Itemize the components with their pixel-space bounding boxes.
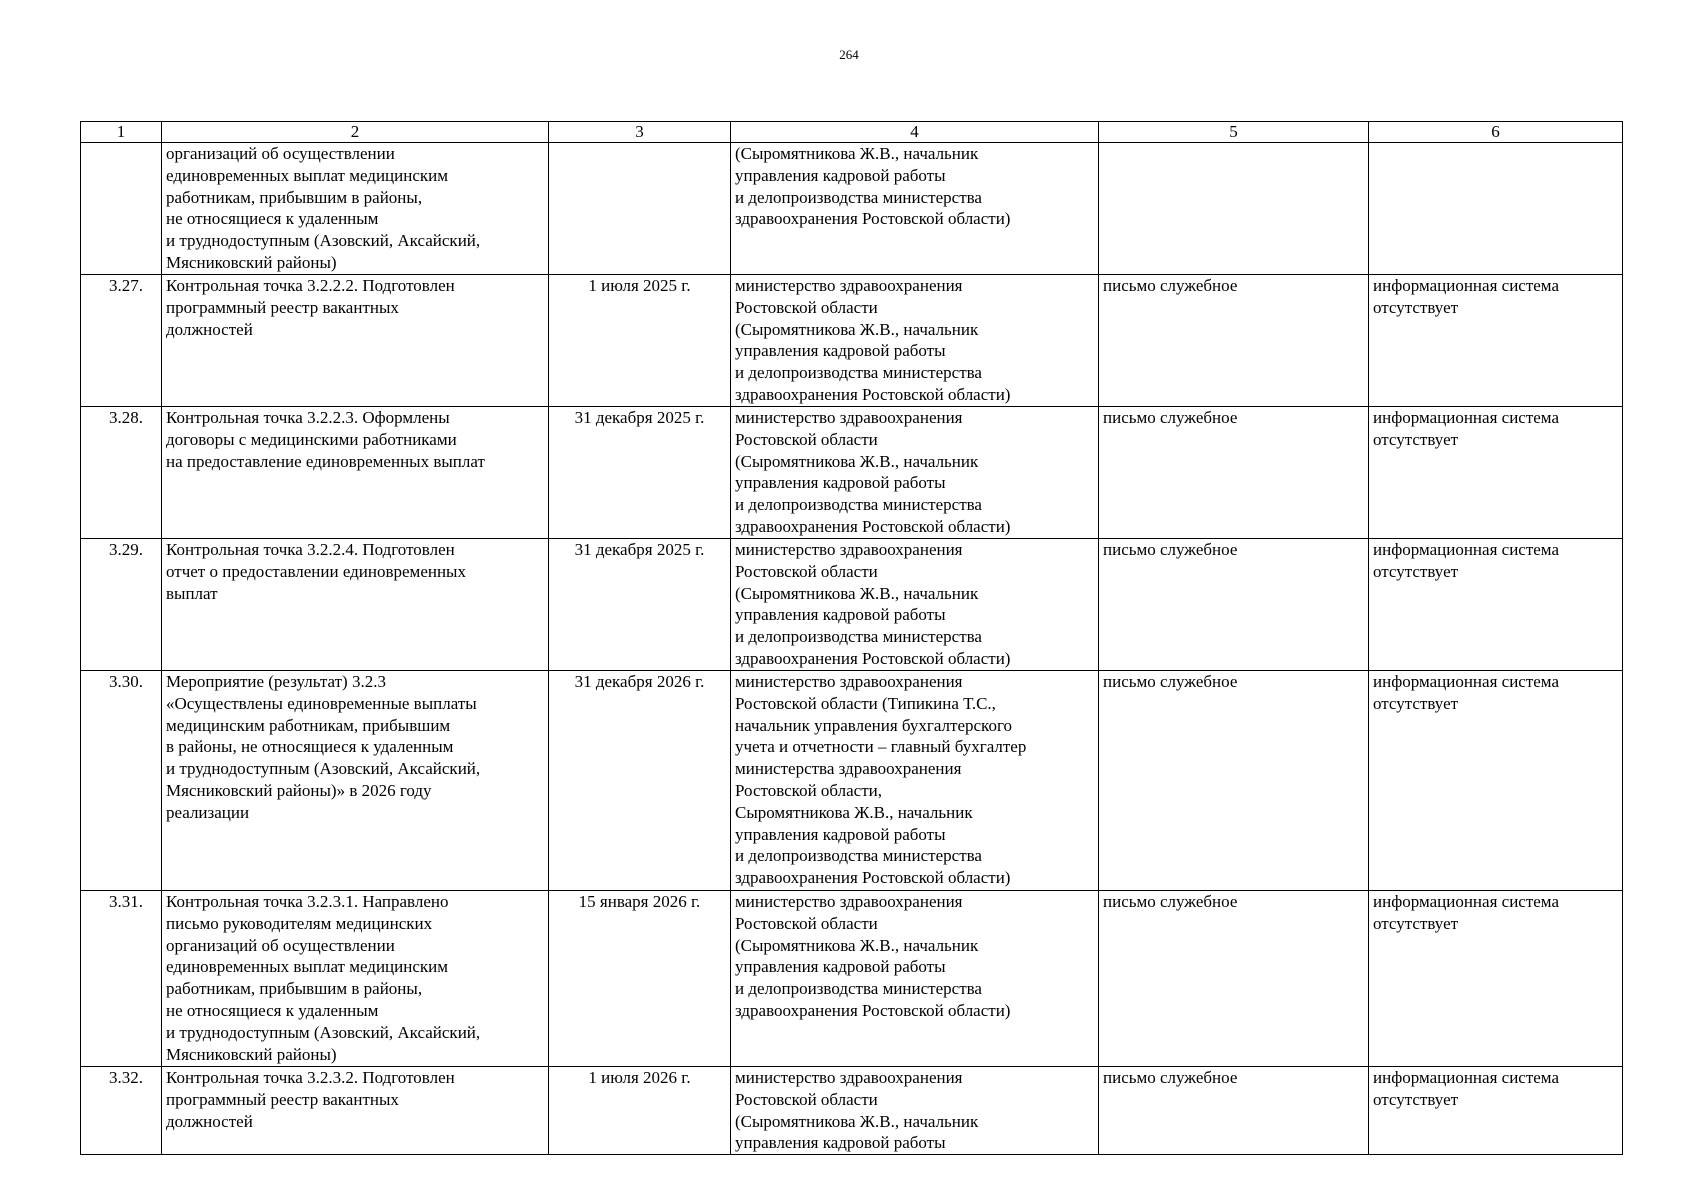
row-responsible: министерство здравоохранения Ростовской области (Сыромятникова Ж.В., начальник управления кадровой работы и делопроизводства министерства здравоохранения Ростовской области) xyxy=(731,407,1099,539)
row-document: письмо служебное xyxy=(1099,539,1369,671)
row-date: 1 июля 2025 г. xyxy=(549,275,731,407)
row-description: Мероприятие (результат) 3.2.3 «Осуществлены единовременные выплаты медицинским работникам, прибывшим в районы, не относящиеся к удаленным и труднодоступным (Азовский, Аксайский, Мясниковский районы)» в 2026 году реализации xyxy=(162,671,549,891)
row-date: 15 января 2026 г. xyxy=(549,891,731,1067)
row-responsible: министерство здравоохранения Ростовской области (Сыромятникова Ж.В., начальник управления кадровой работы и делопроизводства министерства здравоохранения Ростовской области) xyxy=(731,891,1099,1067)
row-description: Контрольная точка 3.2.2.3. Оформлены договоры с медицинскими работниками на предоставление единовременных выплат xyxy=(162,407,549,539)
table-row xyxy=(81,671,1623,891)
row-responsible: (Сыромятникова Ж.В., начальник управления кадровой работы и делопроизводства министерства здравоохранения Ростовской области) xyxy=(731,143,1099,275)
column-header-2: 2 xyxy=(162,122,549,143)
row-system: информационная система отсутствует xyxy=(1369,275,1623,407)
row-document xyxy=(1099,143,1369,275)
row-document: письмо служебное xyxy=(1099,1067,1369,1155)
row-description: Контрольная точка 3.2.3.2. Подготовлен программный реестр вакантных должностей xyxy=(162,1067,549,1155)
row-document: письмо служебное xyxy=(1099,671,1369,891)
row-date xyxy=(549,143,731,275)
row-responsible: министерство здравоохранения Ростовской области (Типикина Т.С., начальник управления бухгалтерского учета и отчетности – главный бухгалтер министерства здравоохранения Ростовской области, Сыромятникова Ж.В., начальник управления кадровой работы и делопроизводства министерства здравоохранения Ростовской области) xyxy=(731,671,1099,891)
table-row xyxy=(81,275,1623,407)
column-header-6: 6 xyxy=(1369,122,1623,143)
table-row xyxy=(81,143,1623,275)
row-number xyxy=(81,143,162,275)
row-number: 3.31. xyxy=(81,891,162,1067)
row-system: информационная система отсутствует xyxy=(1369,1067,1623,1155)
row-number: 3.32. xyxy=(81,1067,162,1155)
page-number: 264 xyxy=(839,47,859,62)
row-system: информационная система отсутствует xyxy=(1369,407,1623,539)
column-header-4: 4 xyxy=(731,122,1099,143)
table-header-row xyxy=(81,122,1623,143)
row-number: 3.28. xyxy=(81,407,162,539)
row-system: информационная система отсутствует xyxy=(1369,891,1623,1067)
row-responsible: министерство здравоохранения Ростовской области (Сыромятникова Ж.В., начальник управления кадровой работы и делопроизводства министерства здравоохранения Ростовской области) xyxy=(731,539,1099,671)
row-description: Контрольная точка 3.2.2.4. Подготовлен отчет о предоставлении единовременных выплат xyxy=(162,539,549,671)
row-date: 31 декабря 2026 г. xyxy=(549,671,731,891)
plan-table xyxy=(80,121,1623,1155)
row-document: письмо служебное xyxy=(1099,407,1369,539)
row-number: 3.29. xyxy=(81,539,162,671)
table-row xyxy=(81,407,1623,539)
row-document: письмо служебное xyxy=(1099,275,1369,407)
row-date: 31 декабря 2025 г. xyxy=(549,407,731,539)
row-date: 31 декабря 2025 г. xyxy=(549,539,731,671)
row-number: 3.30. xyxy=(81,671,162,891)
row-description: организаций об осуществлении единовременных выплат медицинским работникам, прибывшим в районы, не относящиеся к удаленным и труднодоступным (Азовский, Аксайский, Мясниковский районы) xyxy=(162,143,549,275)
column-header-1: 1 xyxy=(81,122,162,143)
table-row xyxy=(81,539,1623,671)
row-document: письмо служебное xyxy=(1099,891,1369,1067)
row-system: информационная система отсутствует xyxy=(1369,539,1623,671)
row-responsible: министерство здравоохранения Ростовской области (Сыромятникова Ж.В., начальник управления кадровой работы xyxy=(731,1067,1099,1155)
table-row xyxy=(81,1067,1623,1155)
row-responsible: министерство здравоохранения Ростовской области (Сыромятникова Ж.В., начальник управления кадровой работы и делопроизводства министерства здравоохранения Ростовской области) xyxy=(731,275,1099,407)
row-number: 3.27. xyxy=(81,275,162,407)
row-description: Контрольная точка 3.2.2.2. Подготовлен программный реестр вакантных должностей xyxy=(162,275,549,407)
row-description: Контрольная точка 3.2.3.1. Направлено письмо руководителям медицинских организаций об осуществлении единовременных выплат медицинским работникам, прибывшим в районы, не относящиеся к удаленным и труднодоступным (Азовский, Аксайский, Мясниковский районы) xyxy=(162,891,549,1067)
row-system xyxy=(1369,143,1623,275)
table-row xyxy=(81,891,1623,1067)
row-system: информационная система отсутствует xyxy=(1369,671,1623,891)
column-header-3: 3 xyxy=(549,122,731,143)
row-date: 1 июля 2026 г. xyxy=(549,1067,731,1155)
column-header-5: 5 xyxy=(1099,122,1369,143)
